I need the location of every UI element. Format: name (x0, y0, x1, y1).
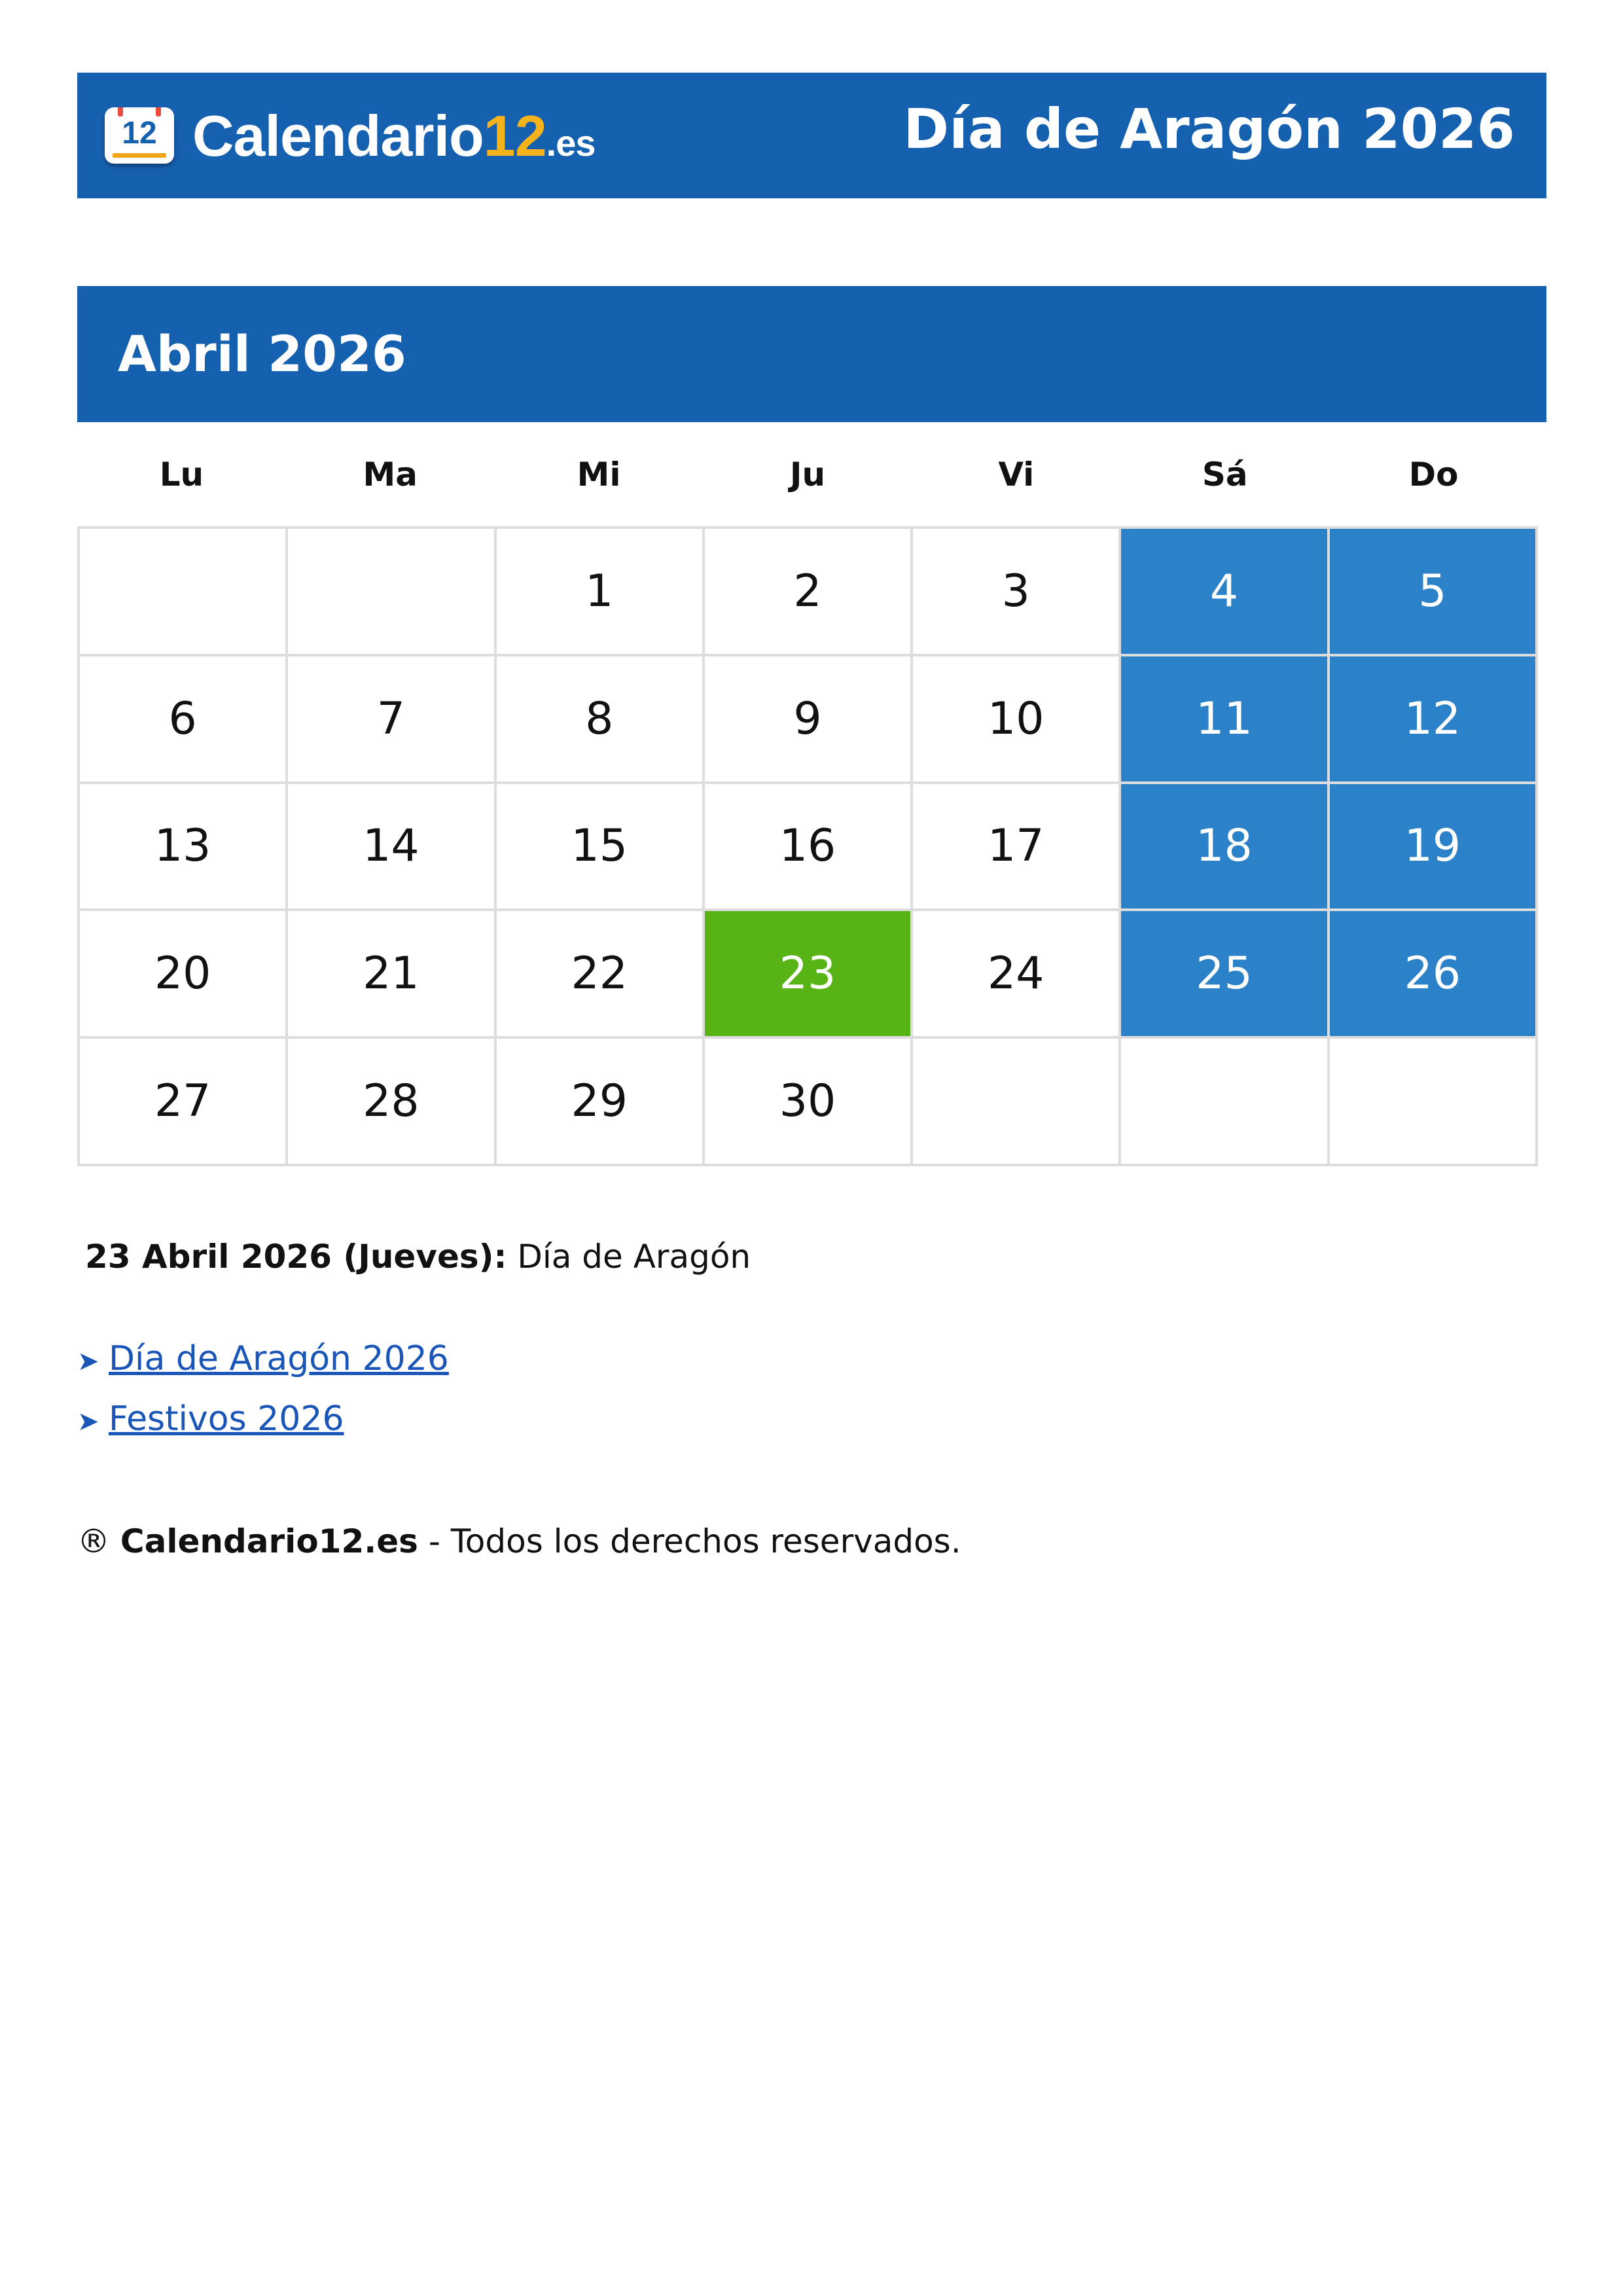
day-cell: 10 (913, 656, 1121, 784)
empty-day-cell (1330, 1039, 1538, 1166)
weekday-label: Sá (1202, 456, 1248, 493)
day-cell: 7 (288, 656, 496, 784)
arrow-right-icon: ➤ (77, 1346, 99, 1376)
day-cell: 18 (1121, 784, 1329, 912)
page-title: Día de Aragón 2026 (903, 97, 1515, 161)
empty-day-cell (913, 1039, 1121, 1166)
day-cell: 11 (1121, 656, 1329, 784)
day-cell: 29 (497, 1039, 705, 1166)
registered-icon: ® (77, 1522, 110, 1560)
day-cell: 26 (1330, 911, 1538, 1039)
day-cell: 27 (80, 1039, 288, 1166)
day-cell: 4 (1121, 529, 1329, 656)
empty-day-cell (1121, 1039, 1329, 1166)
day-cell: 8 (497, 656, 705, 784)
arrow-right-icon: ➤ (77, 1407, 99, 1437)
day-cell: 17 (913, 784, 1121, 912)
day-cell: 20 (80, 911, 288, 1039)
footer-brand: Calendario12.es (120, 1522, 418, 1560)
holiday-name: Día de Aragón (517, 1238, 751, 1276)
day-cell: 12 (1330, 656, 1538, 784)
logo-text-tld: .es (546, 122, 596, 164)
day-cell: 30 (705, 1039, 913, 1166)
link-item (77, 1389, 449, 1449)
logo-text-main: Calendario (192, 103, 484, 168)
weekday-label: Vi (998, 456, 1035, 493)
page-header (77, 73, 1546, 198)
empty-day-cell (288, 529, 496, 656)
calendar-logo-icon (105, 107, 174, 164)
weekday-header-row (77, 445, 1538, 504)
calendar-grid (77, 526, 1538, 1166)
link-festivos[interactable]: Festivos 2026 (109, 1399, 344, 1439)
holiday-date: 23 Abril 2026 (Jueves): (85, 1238, 507, 1276)
weekday-label: Ju (789, 456, 826, 493)
weekday-label: Mi (577, 456, 621, 493)
day-cell: 13 (80, 784, 288, 912)
logo-text-accent: 12 (483, 103, 546, 168)
day-cell: 5 (1330, 529, 1538, 656)
day-cell: 15 (497, 784, 705, 912)
day-cell: 6 (80, 656, 288, 784)
day-cell: 14 (288, 784, 496, 912)
day-cell: 2 (705, 529, 913, 656)
month-title: Abril 2026 (118, 325, 406, 383)
footer (77, 1512, 961, 1571)
empty-day-cell (80, 529, 288, 656)
day-cell: 22 (497, 911, 705, 1039)
day-cell: 19 (1330, 784, 1538, 912)
day-cell: 9 (705, 656, 913, 784)
logo-icon-number: 12 (122, 116, 157, 151)
site-logo[interactable] (192, 100, 596, 172)
weekday-label: Do (1408, 456, 1459, 493)
link-dia-de-aragon[interactable]: Día de Aragón 2026 (109, 1339, 449, 1378)
weekday-label: Ma (363, 456, 418, 493)
day-cell: 16 (705, 784, 913, 912)
weekday-label: Lu (159, 456, 204, 493)
day-cell: 24 (913, 911, 1121, 1039)
day-cell: 28 (288, 1039, 496, 1166)
day-cell: 25 (1121, 911, 1329, 1039)
footer-text: - Todos los derechos reservados. (428, 1522, 961, 1560)
month-header (77, 286, 1546, 422)
day-cell: 3 (913, 529, 1121, 656)
holiday-description (85, 1230, 751, 1283)
link-item (77, 1329, 449, 1389)
holiday-day-cell: 23 (705, 911, 913, 1039)
day-cell: 1 (497, 529, 705, 656)
day-cell: 21 (288, 911, 496, 1039)
related-links (77, 1329, 449, 1449)
